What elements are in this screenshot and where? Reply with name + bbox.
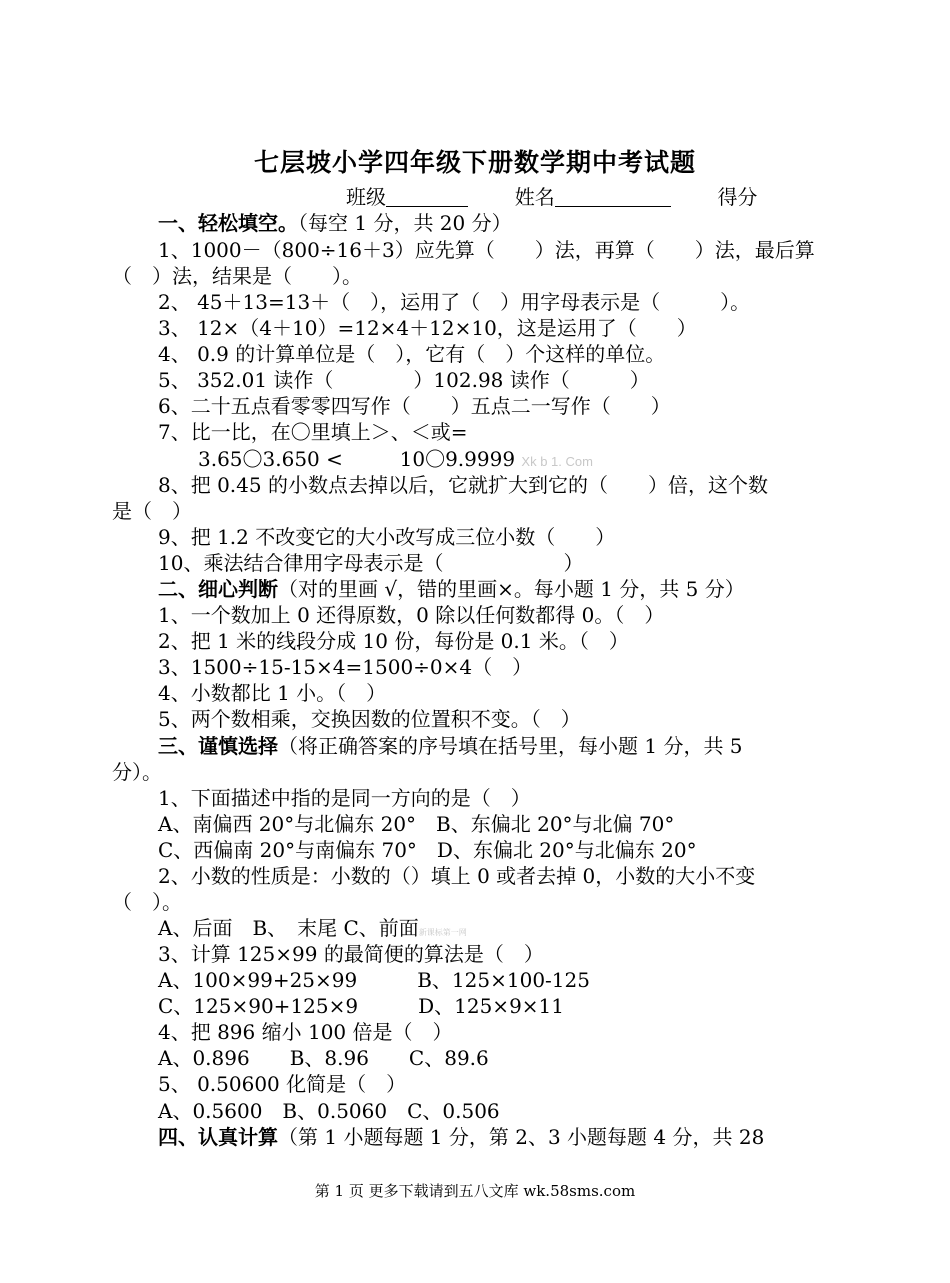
s3-q2-line1: 2、小数的性质是：小数的（）填上 0 或者去掉 0，小数的大小不变 [158,864,756,888]
section4-heading-line [158,1124,764,1150]
name-blank[interactable] [555,186,671,207]
section4-note: （第 1 小题每题 1 分，第 2、3 小题每题 4 分，共 28 [278,1125,765,1149]
s3-q4: 4、把 896 缩小 100 倍是（ ） [158,1020,453,1044]
s3-q5-options: A、0.5600 B、0.5060 C、0.506 [158,1099,500,1123]
section1-heading: 一、轻松填空。 [158,211,298,235]
s2-q3: 3、1500÷15-15×4=1500÷0×4（ ） [158,655,533,679]
s3-q2-line2: （ ）。 [112,890,182,914]
s3-q4-options: A、0.896 B、8.96 C、89.6 [158,1046,489,1070]
section2-heading-line [158,576,745,602]
s3-q3-options-cd: C、125×90+125×9 D、125×9×11 [158,994,564,1018]
s1-q9: 9、把 1.2 不改变它的大小改写成三位小数（ ） [158,525,616,549]
s3-q1: 1、下面描述中指的是同一方向的是（ ） [158,786,531,810]
section3-note-cont: 分）。 [112,760,162,784]
s1-q7-item-b: 10〇9.9999 [399,447,516,471]
s3-q1-options-cd: C、西偏南 20°与南偏东 70° D、东偏北 20°与北偏东 20° [158,838,697,862]
header-fields [346,184,757,210]
s2-q5: 5、两个数相乘，交换因数的位置积不变。（ ） [158,707,581,731]
score-label: 得分 [717,185,758,209]
s1-q3: 3、 12×（4＋10）=12×4＋12×10，这是运用了（ ） [158,316,697,340]
s1-q10: 10、乘法结合律用字母表示是（ ） [158,551,584,575]
s2-q2: 2、把 1 米的线段分成 10 份，每份是 0.1 米。（ ） [158,629,629,653]
page-footer: 第 1 页 更多下载请到五八文库 wk.58sms.com [314,1182,636,1200]
s1-q4: 4、 0.9 的计算单位是（ ），它有（ ）个这样的单位。 [158,342,666,366]
section1-heading-line [158,210,512,236]
s1-q2: 2、 45＋13=13＋（ ），运用了（ ）用字母表示是（ ）。 [158,290,751,314]
s3-q3-options-ab: A、100×99+25×99 B、125×100-125 [158,968,590,992]
s3-q3: 3、计算 125×99 的最简便的算法是（ ） [158,942,544,966]
s1-q1-line2: （ ）法，结果是（ ）。 [112,264,362,288]
s1-q7-item-a: 3.65〇3.650 < [198,447,343,471]
section3-heading-line [158,733,743,759]
s1-q7-compare-row [198,446,593,475]
s1-q8-line1: 8、把 0.45 的小数点去掉以后，它就扩大到它的（ ）倍，这个数 [158,473,768,497]
s2-q1: 1、一个数加上 0 还得原数，0 除以任何数都得 0。（ ） [158,603,665,627]
section2-note: （对的里画 √，错的里画×。每小题 1 分，共 5 分） [278,577,745,601]
name-label: 姓名 [514,185,555,209]
s3-q1-options-ab: A、南偏西 20°与北偏东 20° B、东偏北 20°与北偏 70° [158,812,675,836]
watermark-text: Xk b 1. Com [521,454,593,469]
s1-q7: 7、比一比，在〇里填上＞、＜或= [158,420,468,444]
section4-heading: 四、认真计算 [158,1125,278,1149]
section3-heading: 三、谨慎选择 [158,734,278,758]
section2-heading: 二、细心判断 [158,577,278,601]
s1-q1-line1: 1、1000－（800÷16＋3）应先算（ ）法，再算（ ）法，最后算 [158,238,815,262]
watermark-small: 新课标第一网 [418,928,467,937]
s1-q5: 5、 352.01 读作（ ）102.98 读作（ ） [158,368,650,392]
s1-q6: 6、二十五点看零零四写作（ ）五点二一写作（ ） [158,394,671,418]
s1-q8-line2: 是（ ） [112,499,192,523]
class-label: 班级 [346,185,386,209]
section1-note: （每空 1 分，共 20 分） [298,211,512,235]
section3-note: （将正确答案的序号填在括号里，每小题 1 分，共 5 [278,734,743,758]
s3-q5: 5、 0.50600 化简是（ ） [158,1072,407,1096]
page-title: 七层坡小学四年级下册数学期中考试题 [253,148,696,177]
class-blank[interactable] [386,186,468,207]
s2-q4: 4、小数都比 1 小。（ ） [158,681,387,705]
s3-q2-options: A、后面 B、 末尾 C、前面 [158,916,419,940]
